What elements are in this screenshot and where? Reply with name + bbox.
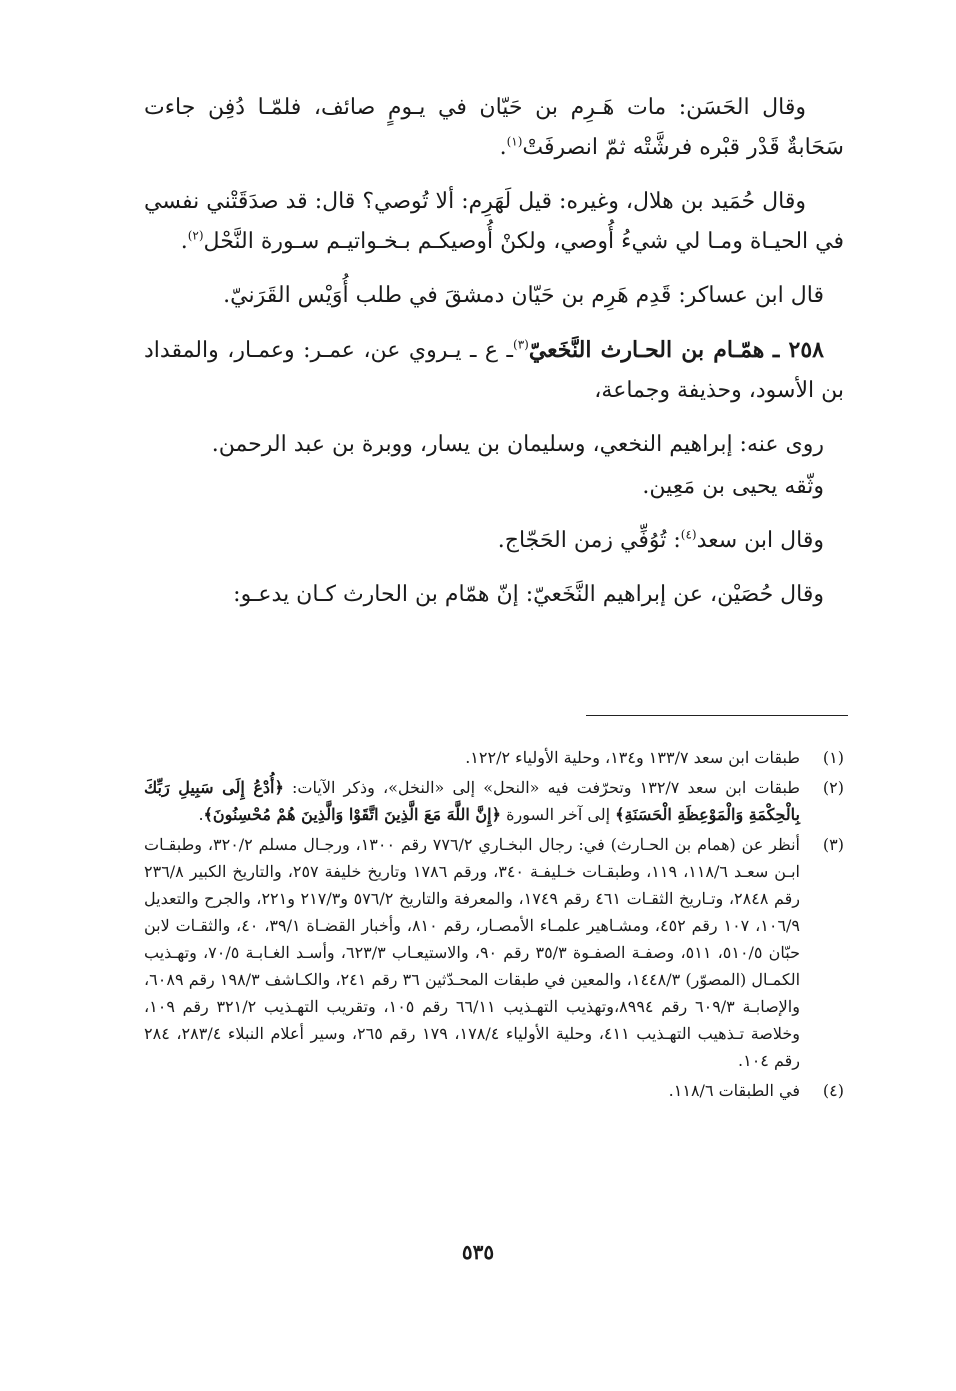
footnote-divider bbox=[586, 715, 848, 716]
footnote-text-part: طبقات ابن سعد ١٣٢/٧ وتحرّفت فيه «النحل» إلى «النخل»، وذكر الآيات: bbox=[283, 778, 801, 797]
footnote-1 bbox=[144, 744, 844, 771]
footnote-marker-2[interactable]: (٢) bbox=[187, 228, 204, 243]
paragraph-text: وقال حُمَيد بن هلال، وغيره: قيل لَهَرِم: ألا تُوصي؟ قال: قد صدَقَتْني نفسي في الحيـاة ومـا لي شيءُ أُوصي، ولكنْ أُوصيكـم بـخـواتيـم سـورة النَّحْل bbox=[144, 189, 844, 254]
footnote-number: (٢) bbox=[822, 778, 844, 797]
entry-description: ـ ع ـ يـروي عن، عمـر: وعمـار، والمقداد بن الأسود، وحذيفة وجماعة، bbox=[144, 338, 844, 403]
footnote-4 bbox=[144, 1077, 844, 1104]
footnote-text: في الطبقات ١١٨/٦. bbox=[668, 1081, 800, 1100]
entry-number: ٢٥٨ ـ bbox=[772, 337, 824, 363]
paragraph-end: . bbox=[180, 229, 188, 254]
footnote-number: (٤) bbox=[822, 1081, 844, 1100]
footnote-number: (١) bbox=[822, 748, 844, 767]
footnote-text: أنظر عن (همام بن الحـارث) في: رجال البخـاري ٧٧٦/٢ رقم ١٣٠٠، ورجـال مسلم ٣٢٠/٢، وطبقـات ابـن سعـد ١١٨/٦، ١١٩، وطبقـات خـليفـة ٣٤٠، ورقم ١٧٨٦ وتاريخ خليفة ٢٥٧، والتاريخ الكبير ٢٣٦/٨ رقم ٢٨٤٨، وتـاريخ الثقـات ٤٦١ رقم ١٧٤٩، والمعرفة والتاريخ ٥٧٦/٢ و٢١٧/٣ و٢٢١، والجرح والتعديل ١٠٦/٩، ١٠٧ رقم ٤٥٢، ومشـاهير علمـاء الأمصـار، رقم ٨١٠، وأخبار القضـاة ٣٩/١، ٤٠، والثقـات لابن حبّان ٥١٠/٥، ٥١١، وصفـة الصفـوة ٣٥/٣ رقم ٩٠، والاستيعـاب ٦٢٣/٣، وأسـد الغـابـة ٧٠/٥، وتهـذيب الكمـال (المصوّر) ١٤٤٨/٣، والمعين في طبقات المحـدّثين ٣٦ رقم ٢٤١، والكـاشف ١٩٨/٣ رقم ٦٠٨٩، والإصابـة ٦٠٩/٣ رقم ٨٩٩٤،وتهذيب التهـذيب ٦٦/١١ رقم ١٠٥، وتقريب التهـذيب ٣٢١/٢ رقم ١٠٩، وخلاصة تـذهيب التهـذيب ٤١١، وحلية الأولياء ١٧٨/٤، ١٧٩ رقم ٢٦٥، وسير أعلام النبلاء ٢٨٣/٤، ٢٨٤ رقم ١٠٤. bbox=[144, 835, 801, 1070]
paragraph-humayd bbox=[144, 182, 844, 262]
main-text bbox=[144, 88, 844, 629]
paragraph-tawthiq: وثّقه يحيى بن مَعِين. bbox=[642, 474, 824, 499]
footnote-marker-4[interactable]: (٤) bbox=[680, 527, 697, 542]
paragraph-end: . bbox=[499, 135, 507, 160]
footnote-text: طبقات ابن سعد ١٣٣/٧ و١٣٤، وحلية الأولياء ١٢٢/٢. bbox=[465, 748, 800, 767]
footnote-marker-1[interactable]: (١) bbox=[506, 134, 523, 149]
footnote-text-part: إلى آخر السورة bbox=[501, 805, 616, 824]
page-number: ٥٣٥ bbox=[461, 1240, 495, 1264]
quran-verse: ﴿أُدْعُ إِلَى سَبِيلِ رَبِّكَ بِالْحِكْمَةِ وَالْمَوْعِظَةِ الْحَسَنَةِ﴾ bbox=[144, 778, 800, 824]
footnote-number: (٣) bbox=[822, 835, 844, 854]
footnote-text-part: . bbox=[198, 805, 204, 824]
paragraph-text: وقال ابن سعد bbox=[696, 528, 824, 553]
paragraph-hasan bbox=[144, 88, 844, 168]
entry-heading-258 bbox=[144, 330, 844, 411]
footnote-3 bbox=[144, 831, 844, 1074]
paragraph-ibn-saad bbox=[144, 521, 844, 561]
entry-name: همّـام بن الحـارث النَّخَعيّ bbox=[528, 337, 765, 363]
footnote-text bbox=[144, 774, 800, 828]
paragraph-husayn: وقال حُصَيْن، عن إبراهيم النَّخَعيّ: إنّ همّام بن الحارث كـان يدعـو: bbox=[233, 582, 824, 607]
paragraph-narrators: روى عنه: إبراهيم النخعي، وسليمان بن يسار، ووبرة بن عبد الرحمن. bbox=[211, 432, 824, 457]
paragraph-end: : تُوُفِّي زمن الحَجّاج. bbox=[497, 528, 681, 553]
footnote-marker-3[interactable]: (٣) bbox=[513, 337, 529, 352]
footnote-2 bbox=[144, 774, 844, 828]
paragraph-text: وقال الحَسَن: مات هَـرِم بن حَيّان في يـومٍ صائف، فلمّـا دُفِن جاءت سَحَابةٌ قَدْر قبْره فرشَّتْه ثمّ انصرفَتْ bbox=[144, 95, 844, 160]
quran-verse: ﴿إِنَّ اللَّهَ مَعَ الَّذِينَ اتَّقَوْا وَالَّذِينَ هُمْ مُحْسِنُونَ﴾ bbox=[203, 805, 501, 824]
paragraph-ibn-asakir: قال ابن عساكر: قَدِم هَرِم بن حَيّان دمشقَ في طلب أُوَيْس القَرَنيّ. bbox=[223, 283, 824, 308]
footnotes-section bbox=[144, 744, 844, 1107]
